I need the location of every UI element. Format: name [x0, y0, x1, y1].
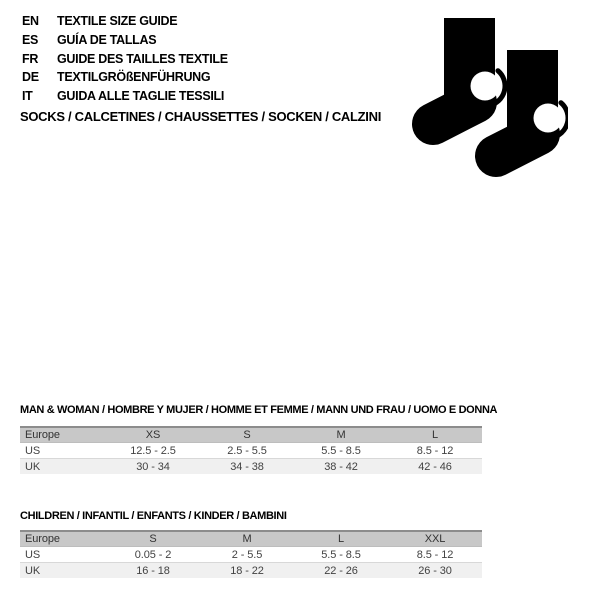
column-header-s: S: [200, 427, 294, 443]
table-title-man-woman: MAN & WOMAN / HOMBRE Y MUJER / HOMME ET FEMME / MANN UND FRAU / UOMO E DONNA: [20, 404, 498, 416]
table-title-children: CHILDREN / INFANTIL / ENFANTS / KINDER / BAMBINI: [20, 510, 287, 522]
lang-code: DE: [22, 70, 39, 85]
column-header-m: M: [200, 531, 294, 547]
size-table-man-woman: [20, 426, 482, 474]
table-row-us: [20, 547, 482, 563]
size-cell: 16 - 18: [106, 563, 200, 579]
lang-label: GUÍA DE TALLAS: [57, 32, 157, 47]
size-cell: 34 - 38: [200, 459, 294, 475]
region-cell: US: [25, 548, 41, 561]
size-cell: 2 - 5.5: [231, 548, 263, 561]
language-guide-list: [22, 12, 228, 106]
size-cell: 5.5 - 8.5: [321, 444, 361, 457]
region-cell: US: [25, 444, 41, 457]
column-header-l: L: [294, 531, 388, 547]
column-header-s: S: [106, 531, 200, 547]
lang-code: FR: [22, 51, 39, 66]
column-header-europe: Europe: [20, 427, 106, 443]
size-cell: 42 - 46: [388, 459, 482, 475]
size-cell: 38 - 42: [294, 459, 388, 475]
lang-code: IT: [22, 89, 33, 104]
column-header-europe: Europe: [20, 531, 106, 547]
column-header-m: M: [294, 427, 388, 443]
table-header-row: [20, 427, 482, 443]
size-cell: 8.5 - 12: [416, 444, 454, 457]
lang-label: GUIDA ALLE TAGLIE TESSILI: [57, 89, 225, 104]
lang-label: GUIDE DES TAILLES TEXTILE: [57, 51, 228, 66]
size-cell: 26 - 30: [388, 563, 482, 579]
lang-label: TEXTILE SIZE GUIDE: [57, 14, 178, 28]
lang-row-de: [22, 68, 228, 87]
lang-row-es: [22, 31, 228, 50]
size-cell: 12.5 - 2.5: [130, 444, 176, 457]
column-header-xxl: XXL: [388, 531, 482, 547]
region-cell: UK: [20, 563, 106, 579]
size-cell: 5.5 - 8.5: [321, 548, 361, 561]
size-cell: 8.5 - 12: [416, 548, 454, 561]
table-row-us: [20, 443, 482, 459]
table-row-uk: [20, 459, 482, 475]
size-cell: 30 - 34: [106, 459, 200, 475]
lang-row-it: [22, 87, 228, 106]
region-cell: UK: [20, 459, 106, 475]
size-cell: 0.05 - 2: [134, 548, 172, 561]
lang-code: EN: [22, 14, 39, 28]
size-table-children: [20, 530, 482, 578]
size-cell: 18 - 22: [200, 563, 294, 579]
category-title: SOCKS / CALCETINES / CHAUSSETTES / SOCKEN / CALZINI: [20, 109, 382, 124]
column-header-xs: XS: [106, 427, 200, 443]
size-cell: 22 - 26: [294, 563, 388, 579]
lang-code: ES: [22, 32, 39, 47]
column-header-l: L: [388, 427, 482, 443]
socks-icon: [410, 18, 568, 178]
lang-row-fr: [22, 50, 228, 69]
lang-label: TEXTILGRÖßENFÜHRUNG: [57, 70, 211, 85]
size-cell: 2.5 - 5.5: [227, 444, 267, 457]
table-row-uk: [20, 563, 482, 579]
lang-row-en: [22, 12, 228, 31]
table-header-row: [20, 531, 482, 547]
